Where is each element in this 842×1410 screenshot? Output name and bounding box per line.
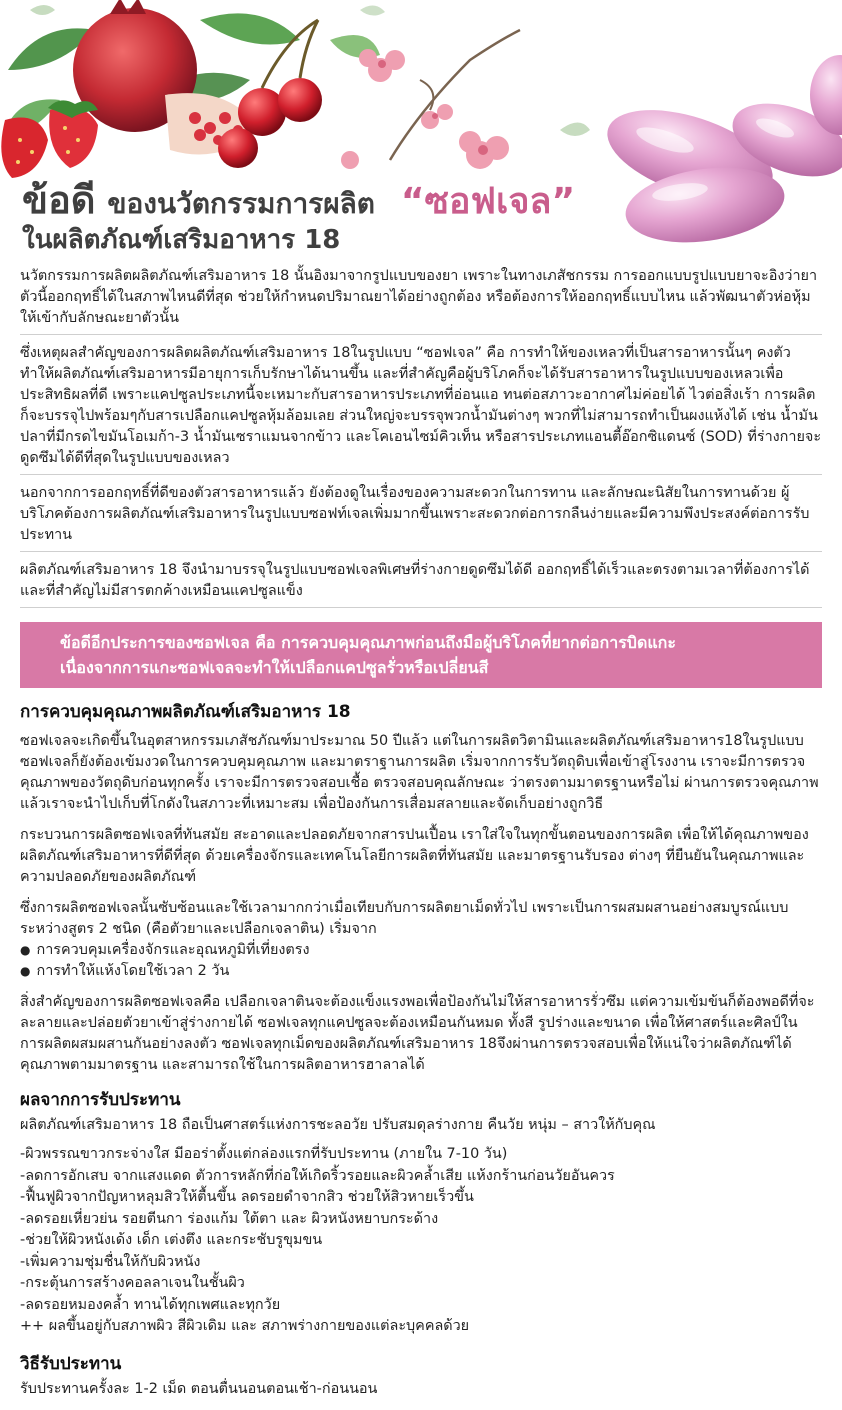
benefit-item: -ช่วยให้ผิวหนังเด้ง เด็ก เต่งตึง และกระชับรูขุมขน [20, 1232, 323, 1248]
quality-closing-paragraph: สิ่งสำคัญของการผลิตซอฟเจลคือ เปลือกเจลาตินจะต้องแข็งแรงพอเพื่อป้องกันไม่ให้สารอาหารรั่วซึม แต่ความเข้มข้นก็ต้องพอดีที่จะละลายและปล่อยตัวยาเข้าสู่ร่างกายได้ ซอฟเจลทุกแคปซูลจะต้องเหมือนกันหมด ทั้งสี รูปร่างและขนาด เพื่อให้ศาสตร์และศิลป์ในการผลิตผสมผสานกันอย่างลงตัว ซอฟเจลทุกเม็ดของผลิตภัณฑ์เสริมอาหาร 18จึงผ่านการตรวจสอบเพื่อให้แน่ใจว่าผลิตภัณฑ์ได้คุณภาพตามมาตรฐาน และสามารถใช้ในการผลิตอาหารฮาลาลได้ [20, 994, 815, 1073]
page-subtitle: ในผลิตภัณฑ์เสริมอาหาร 18 [22, 225, 341, 255]
intro-paragraph-4: ผลิตภัณฑ์เสริมอาหาร 18 จึงนำมาบรรจุในรูปแบบซอฟเจลพิเศษที่ร่างกายดูดซึมได้ดี ออกฤทธิ์ได้เร็วและตรงตามเวลาที่ต้องการได้ และที่สำคัญไม่มีสารตกค้างเหมือนแคปซูลแข็ง [20, 556, 822, 608]
benefit-note: ++ ผลขึ้นอยู่กับสภาพผิว สีผิวเดิม และ สภาพร่างกายของแต่ละบุคคลด้วย [20, 1318, 470, 1334]
quality-heading: การควบคุมคุณภาพผลิตภัณฑ์เสริมอาหาร 18 [20, 702, 351, 722]
benefits-intro: ผลิตภัณฑ์เสริมอาหาร 18 ถือเป็นศาสตร์แห่งการชะลอวัย ปรับสมดุลร่างกาย คืนวัย หนุ่ม – สาวให้กับคุณ [20, 1117, 656, 1133]
title-part-innovation: ของนวัตกรรมการผลิต [107, 187, 375, 220]
usage-text: รับประทานครั้งละ 1-2 เม็ด ตอนตื่นนอนตอนเช้า-ก่อนนอน [20, 1380, 378, 1397]
benefits-heading: ผลจากการรับประทาน [20, 1090, 181, 1110]
intro-paragraph-3: นอกจากการออกฤทธิ์ที่ดีของตัวสารอาหารแล้ว ยังต้องดูในเรื่องของความสะดวกในการทาน และลักษณะนิสัยในการทานด้วย ผู้บริโภคต้องการผลิตภัณฑ์เสริมอาหารในรูปแบบซอฟท์เจลเพิ่มมากขึ้นเพราะสะดวกต่อการกลืนง่ายและมีความพึงประสงค์ต่อการรับประทาน [20, 479, 822, 552]
benefit-item: -กระตุ้นการสร้างคอลลาเจนในชั้นผิว [20, 1275, 245, 1291]
intro-paragraph-2: ซึ่งเหตุผลสำคัญของการผลิตผลิตภัณฑ์เสริมอาหาร 18ในรูปแบบ “ซอฟเจล” คือ การทำให้ของเหลวที่เป็นสารอาหารนั้นๆ คงตัว ทำให้ผลิตภัณฑ์เสริมอาหารมีอายุการเก็บรักษาได้นานขึ้น และที่สำคัญคือผู้บริโภคก็จะได้รับสารอาหารในรูปแบบของเหลวเพื่อประสิทธิผลที่ดี เพราะแคปซูลประเภทนี้จะเหมาะกับสารอาหารประเภทที่อ่อนแอ ทนต่อสภาวะอากาศไม่ค่อยได้ ไวต่อสิ่งเร้า การผลิตก็จะบรรจุไปพร้อมๆกับสารเปลือกแคปซูลหุ้มล้อมเลย ส่วนใหญ่จะบรรจุพวกน้ำมันต่างๆ พวกที่ไม่สามารถทำเป็นผงแห้งได้ เช่น น้ำมันปลาที่มีกรดไขมันโอเมก้า-3 น้ำมันเซราแมนจากข้าว และโคเอนไซม์คิวเท็น หรือสารประเภทแอนตี้อ๊อกซิแดนซ์ (SOD) ที่ร่างกายจะดูดซึมได้ดีที่สุดในรูปแบบของเหลว [20, 339, 822, 475]
benefit-item: -เพิ่มความชุ่มชื่นให้กับผิวหนัง [20, 1253, 201, 1270]
page-title [22, 180, 575, 224]
quality-paragraph-2: กระบวนการผลิตซอฟเจลที่ทันสมัย สะอาดและปลอดภัยจากสารปนเปื้อน เราใส่ใจในทุกขั้นตอนของการผลิต เพื่อให้ได้คุณภาพของผลิตภัณฑ์เสริมอาหารที่ดีที่สุด ด้วยเครื่องจักรและเทคโนโลยีการผลิตที่ทันสมัย และมาตรฐานรับรอง ต่างๆ ที่ยืนยันในคุณภาพและความปลอดภัยของผลิตภัณฑ์ [20, 827, 809, 885]
bullet-item: ● การควบคุมเครื่องจักรและอุณหภูมิที่เที่ยงตรง [20, 940, 822, 961]
process-bullet-list [20, 940, 822, 982]
benefit-item: -ลดรอยหมองคล้ำ ทานได้ทุกเพศและทุกวัย [20, 1296, 281, 1313]
benefits-list [20, 1144, 822, 1338]
banner-line-1: ข้อดีอีกประการของซอฟเจล คือ การควบคุมคุณภาพก่อนถึงมือผู้บริโภคที่ยากต่อการบิดแกะ [60, 633, 676, 652]
banner-line-2: เนื่องจากการแกะซอฟเจลจะทำให้เปลือกแคปซูลรั่วหรือเปลี่ยนสี [60, 658, 489, 677]
benefit-item: -ฟื้นฟูผิวจากปัญหาหลุมสิวให้ตื้นขึ้น ลดรอยดำจากสิว ช่วยให้สิวหายเร็วขึ้น [20, 1189, 474, 1205]
title-part-advantages: ข้อดี [22, 178, 96, 222]
benefit-item: -ผิวพรรณขาวกระจ่างใส มีออร่าตั้งแต่กล่องแรกที่รับประทาน (ภายใน 7-10 วัน) [20, 1146, 508, 1162]
title-highlight-softgel: “ซอฟเจล” [400, 181, 576, 222]
intro-paragraph-1: นวัตกรรมการผลิตผลิตภัณฑ์เสริมอาหาร 18 นั้นอิงมาจากรูปแบบของยา เพราะในทางเภสัชกรรม การออกแบบรูปแบบยาจะอิงว่ายาตัวนี้ออกฤทธิ์ได้ในสภาพไหนดีที่สุด ช่วยให้กำหนดปริมาณยาได้อย่างถูกต้อง หรือต้องการให้ออกฤทธิ์แบบไหน แล้วพัฒนาตัวห่อหุ้มให้เข้ากับลักษณะยาตัวนั้น [20, 262, 822, 335]
main-content [20, 262, 822, 1410]
benefit-item: -ลดการอักเสบ จากแสงแดด ตัวการหลักที่ก่อให้เกิดริ้วรอยและผิวคล้ำเสีย แห้งกร้านก่อนวัยอันควร [20, 1167, 615, 1184]
hero-banner [0, 0, 842, 262]
highlight-banner [20, 622, 822, 688]
usage-heading: วิธีรับประทาน [20, 1353, 122, 1374]
bullet-item: ● การทำให้แห้งโดยใช้เวลา 2 วัน [20, 961, 822, 982]
quality-paragraph-1: ซอฟเจลจะเกิดขึ้นในอุตสาหกรรมเภสัชภัณฑ์มาประมาณ 50 ปีแล้ว แต่ในการผลิตวิตามินและผลิตภัณฑ์เสริมอาหาร18ในรูปแบบซอฟเจลก็ยังต้องเข้มงวดในการควบคุมคุณภาพ และมาตราฐานการผลิต เริ่มจากการรับวัตถุดิบเพื่อเข้าสู่โรงงาน เราจะมีการตรวจคุณภาพของวัตถุดิบก่อนทุกครั้ง เราจะมีการตรวจสอบเชื้อ ตรวจสอบคุณลักษณะ ว่าตรงตามมาตรฐานหรือไม่ ผ่านการตรวจคุณภาพแล้วเราจะนำไปเก็บที่โกดังในสภาวะที่เหมาะสม เพื่อป้องกันการเสื่อมสลายและจัดเก็บอย่างถูกวิธี [20, 733, 819, 812]
quality-paragraph-3: ซึ่งการผลิตซอฟเจลนั้นซับซ้อนและใช้เวลามากกว่าเมื่อเทียบกับการผลิตยาเม็ดทั่วไป เพราะเป็นการผสมผสานอย่างสมบูรณ์แบบระหว่างสูตร 2 ชนิด (คือตัวยาและเปลือกเจลาติน) เริ่มจาก [20, 900, 789, 937]
benefit-item: -ลดรอยเหี่ยวย่น รอยตีนกา ร่องแก้ม ใต้ตา และ ผิวหนังหยาบกระด้าง [20, 1210, 439, 1227]
